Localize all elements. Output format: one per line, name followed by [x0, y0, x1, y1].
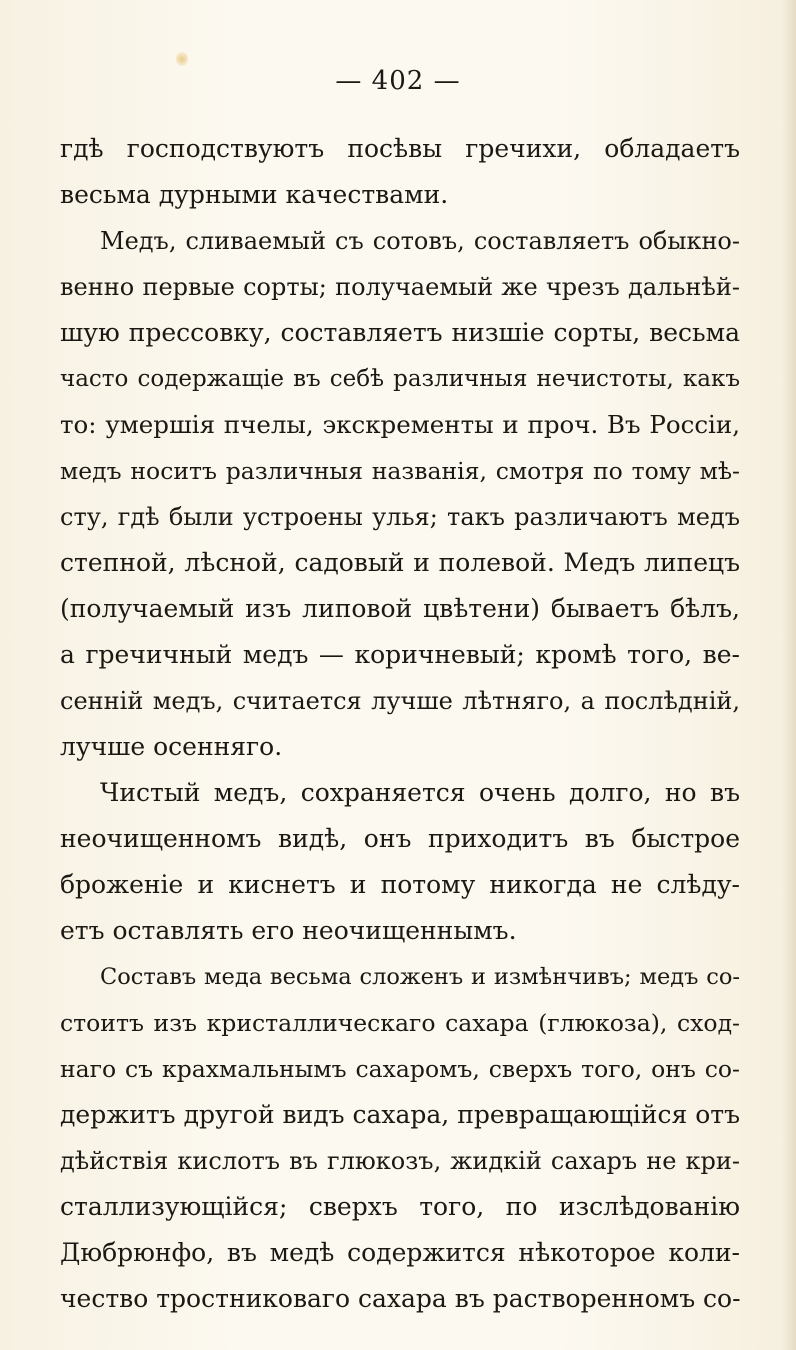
text-line-9: сту, гдѣ были устроены улья; такъ различаютъ медъ — [60, 503, 740, 531]
text-line-12: а гречичный медъ — коричневый; кромѣ того, ве- — [60, 640, 740, 669]
paper-stain — [176, 52, 188, 66]
text-line-24: сталлизующійся; сверхъ того, по изслѣдованію — [60, 1192, 740, 1221]
text-line-17: броженіе и киснетъ и потому никогда не слѣду- — [60, 870, 740, 899]
page-number: — 402 — — [335, 66, 461, 96]
text-line-16: неочищенномъ видѣ, онъ приходитъ въ быстрое — [60, 824, 740, 853]
text-line-1: гдѣ господствуютъ посѣвы гречихи, обладаетъ — [60, 134, 740, 163]
text-line-5: шую прессовку, составляетъ низшіе сорты, весьма — [60, 318, 740, 347]
text-line-3: Медъ, сливаемый съ сотовъ, составляетъ обыкно- — [100, 227, 740, 255]
text-line-11: (получаемый изъ липовой цвѣтени) бываетъ бѣлъ, — [60, 594, 740, 623]
text-line-26: чество тростниковаго сахара въ растворенномъ со- — [60, 1284, 741, 1313]
text-line-21: наго съ крахмальнымъ сахаромъ, сверхъ того, онъ со- — [60, 1055, 740, 1083]
text-line-14: лучше осенняго. — [60, 732, 283, 761]
text-line-8: медъ носитъ различныя названія, смотря по тому мѣ- — [60, 457, 740, 485]
text-line-7: то: умершія пчелы, экскременты и проч. Въ Россіи, — [60, 410, 740, 439]
text-line-6: часто содержащіе въ себѣ различныя нечистоты, какъ — [60, 366, 740, 392]
text-line-19: Составъ меда весьма сложенъ и измѣнчивъ; медъ со- — [100, 964, 740, 990]
text-line-25: Дюбрюнфо, въ медѣ содержится нѣкоторое коли- — [60, 1238, 740, 1267]
text-line-18: етъ оставлять его неочищеннымъ. — [60, 916, 517, 945]
text-line-15: Чистый медъ, сохраняется очень долго, но въ — [100, 778, 740, 807]
text-line-10: степной, лѣсной, садовый и полевой. Медъ липецъ — [60, 548, 740, 577]
text-line-23: дѣйствія кислотъ въ глюкозъ, жидкій сахаръ не кри- — [60, 1147, 740, 1175]
page-edge-shadow — [782, 0, 796, 1350]
text-line-20: стоитъ изъ кристаллическаго сахара (глюкоза), сход- — [60, 1009, 740, 1037]
text-line-13: сенній медъ, считается лучше лѣтняго, а послѣдній, — [60, 687, 740, 715]
text-line-2: весьма дурными качествами. — [60, 180, 449, 209]
text-line-4: венно первые сорты; получаемый же чрезъ дальнѣй- — [60, 273, 740, 301]
text-line-22: держитъ другой видъ сахара, превращающійся отъ — [60, 1100, 740, 1129]
